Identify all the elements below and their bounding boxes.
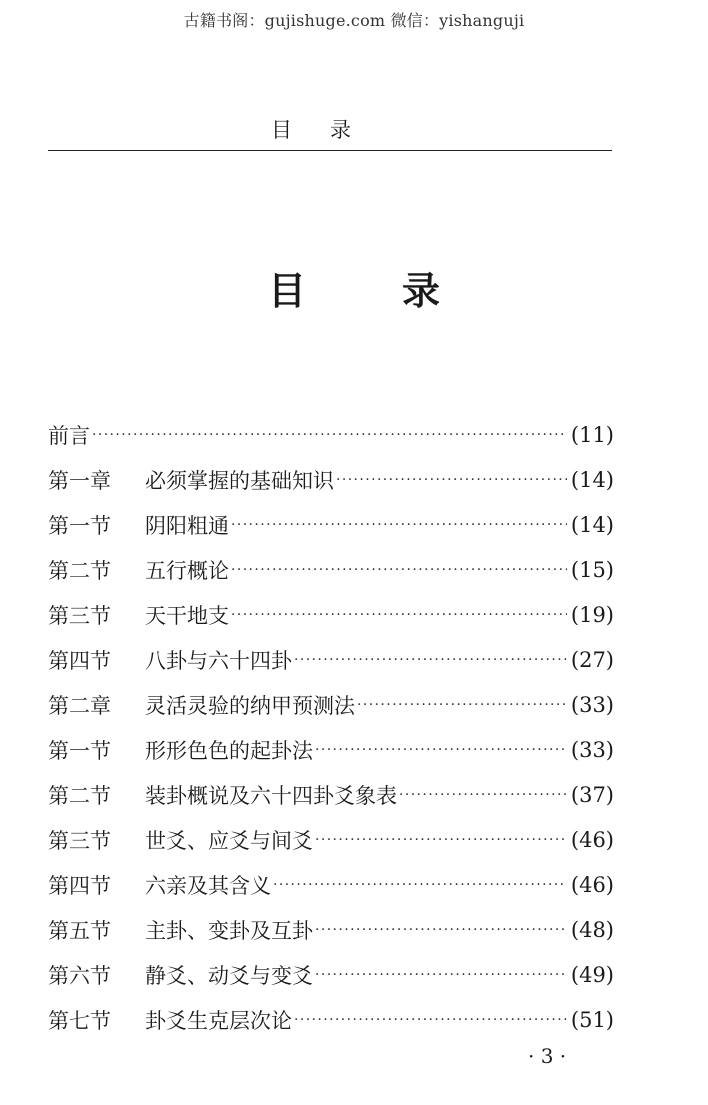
- toc-entry[interactable]: [48, 502, 614, 547]
- toc-leader-dots: [357, 697, 567, 713]
- toc-entry-page: (15): [570, 557, 614, 582]
- toc-leader-dots: [294, 1012, 567, 1028]
- toc-leader-dots: [273, 877, 567, 893]
- toc-entry-label: 第四节: [48, 873, 111, 898]
- toc-entry-title: 世爻、应爻与间爻: [145, 828, 313, 853]
- toc-entry-page: (14): [570, 467, 614, 492]
- toc-entry[interactable]: [48, 592, 614, 637]
- toc-leader-dots: [315, 832, 567, 848]
- toc-entry-title: 灵活灵验的纳甲预测法: [145, 693, 355, 718]
- toc-entry[interactable]: [48, 952, 614, 997]
- toc-entry-page: (37): [570, 782, 614, 807]
- toc-entry-page: (48): [570, 917, 614, 942]
- toc-entry-label: 第二节: [48, 558, 111, 583]
- toc-entry-page: (49): [570, 962, 614, 987]
- toc-entry-page: (14): [570, 512, 614, 537]
- toc-entry-page: (11): [570, 422, 614, 447]
- toc-entry-label: 第三节: [48, 828, 111, 853]
- toc-entry-label: 第七节: [48, 1008, 111, 1033]
- toc-entry[interactable]: [48, 682, 614, 727]
- toc-leader-dots: [231, 562, 567, 578]
- toc-entry-title: 八卦与六十四卦: [145, 648, 292, 673]
- toc-entry-title: 静爻、动爻与变爻: [145, 963, 313, 988]
- toc-entry-title: 形形色色的起卦法: [145, 738, 313, 763]
- table-of-contents: [48, 412, 614, 1042]
- toc-entry-title: 阴阳粗通: [145, 513, 229, 538]
- toc-entry[interactable]: [48, 412, 614, 457]
- toc-entry-page: (33): [570, 692, 614, 717]
- toc-entry-page: (46): [570, 872, 614, 897]
- toc-entry[interactable]: [48, 772, 614, 817]
- toc-entry-title: 六亲及其含义: [145, 873, 271, 898]
- toc-entry-label: 第五节: [48, 918, 111, 943]
- toc-leader-dots: [231, 517, 567, 533]
- toc-leader-dots: [231, 607, 567, 623]
- toc-entry-title: 装卦概说及六十四卦爻象表: [145, 783, 397, 808]
- toc-entry-page: (33): [570, 737, 614, 762]
- toc-entry[interactable]: [48, 727, 614, 772]
- page-title-char-1: 目: [267, 269, 306, 313]
- toc-entry[interactable]: [48, 457, 614, 502]
- toc-leader-dots: [315, 742, 567, 758]
- toc-entry-label: 第四节: [48, 648, 111, 673]
- toc-entry-page: (46): [570, 827, 614, 852]
- toc-entry-label: 第一节: [48, 738, 111, 763]
- toc-entry-label: 第二节: [48, 783, 111, 808]
- toc-entry-label: 第二章: [48, 693, 111, 718]
- toc-leader-dots: [294, 652, 567, 668]
- toc-entry[interactable]: [48, 997, 614, 1042]
- toc-entry[interactable]: [48, 862, 614, 907]
- watermark-text: 古籍书阁：gujishuge.com 微信：yishanguji: [183, 11, 525, 30]
- toc-entry[interactable]: [48, 547, 614, 592]
- toc-entry[interactable]: [48, 637, 614, 682]
- toc-leader-dots: [399, 787, 567, 803]
- toc-entry[interactable]: [48, 907, 614, 952]
- toc-leader-dots: [315, 967, 567, 983]
- toc-entry-title: 卦爻生克层次论: [145, 1008, 292, 1033]
- toc-entry-title: 前言: [48, 423, 90, 448]
- toc-entry-title: 必须掌握的基础知识: [145, 468, 334, 493]
- toc-entry[interactable]: [48, 817, 614, 862]
- page-title: [0, 260, 708, 315]
- toc-entry-title: 天干地支: [145, 603, 229, 628]
- toc-entry-page: (27): [570, 647, 614, 672]
- running-head: 目录: [271, 118, 389, 142]
- header-rule: [48, 150, 612, 151]
- toc-entry-label: 第一章: [48, 468, 111, 493]
- toc-leader-dots: [315, 922, 567, 938]
- toc-entry-label: 第六节: [48, 963, 111, 988]
- toc-entry-label: 第三节: [48, 603, 111, 628]
- toc-entry-title: 五行概论: [145, 558, 229, 583]
- toc-entry-page: (19): [570, 602, 614, 627]
- toc-entry-page: (51): [570, 1007, 614, 1032]
- page-title-char-2: 录: [402, 269, 441, 313]
- page-number: · 3 ·: [528, 1044, 567, 1068]
- toc-entry-title: 主卦、变卦及互卦: [145, 918, 313, 943]
- toc-leader-dots: [92, 427, 567, 443]
- toc-leader-dots: [336, 472, 567, 488]
- toc-entry-label: 第一节: [48, 513, 111, 538]
